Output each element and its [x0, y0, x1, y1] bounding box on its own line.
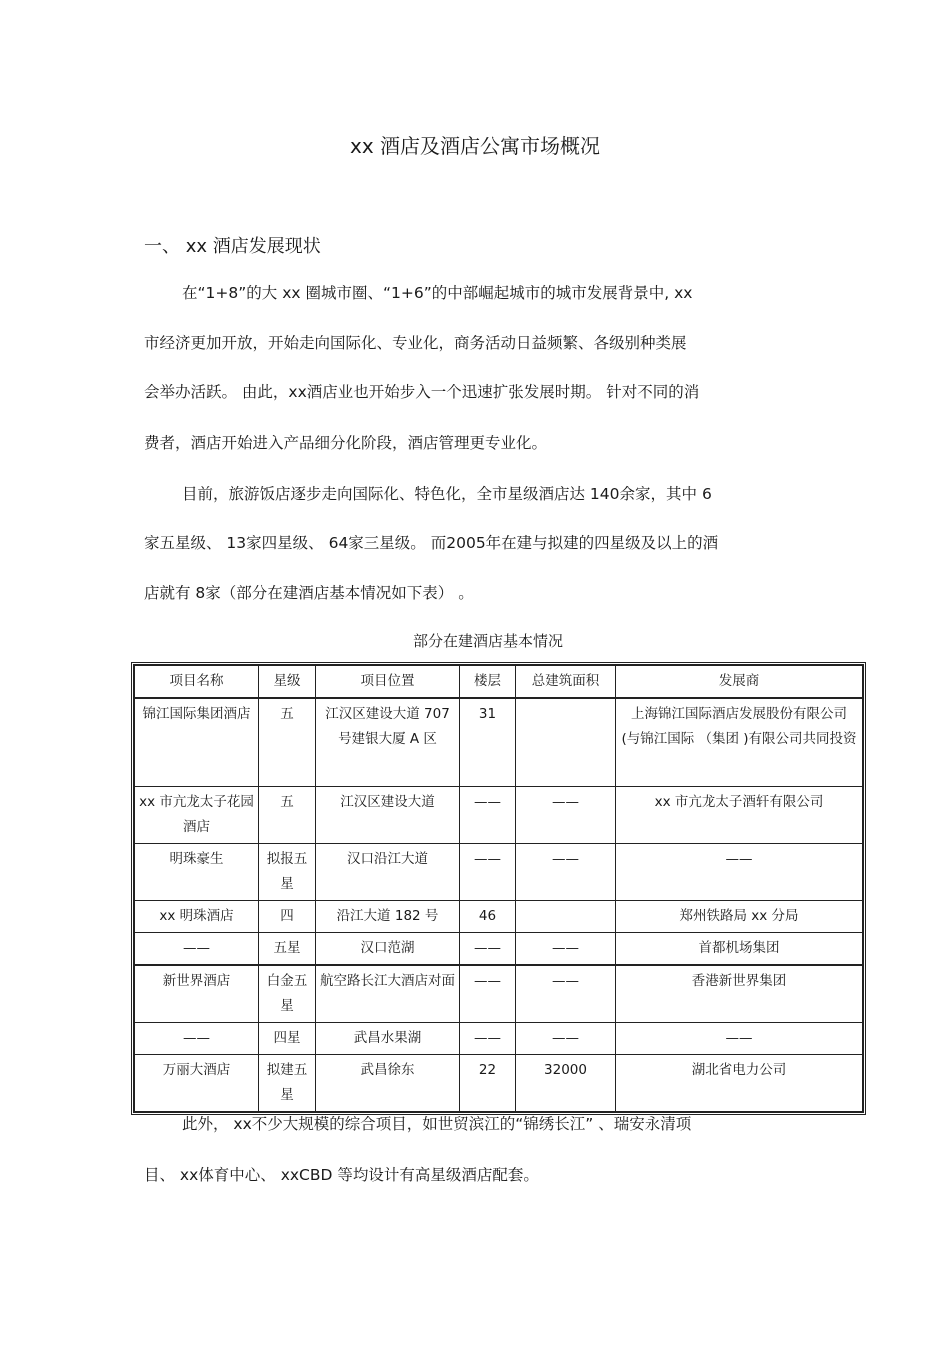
paragraph-2-line-2: 家五星级、 13家四星级、 64家三星级。 而2005年在建与拟建的四星级及以上的酒: [144, 534, 719, 552]
paragraph-1-line-3: 会举办活跃。 由此，xx酒店业也开始步入一个迅速扩张发展时期。 针对不同的消: [144, 383, 700, 401]
cell-star: 五: [259, 786, 316, 843]
cell-star: 四星: [259, 1022, 316, 1054]
page-title: xx 酒店及酒店公寓市场概况: [349, 134, 601, 158]
cell-floors: ——: [460, 786, 516, 843]
table-row: [135, 786, 863, 843]
section-heading: 一、 xx 酒店发展现状: [144, 236, 321, 257]
cell-floors: 22: [460, 1054, 516, 1111]
paragraph-1-line-1: 在“1+8”的大 xx 圈城市圈、“1+6”的中部崛起城市的城市发展背景中, xx: [182, 284, 693, 302]
cell-star: 拟报五星: [259, 843, 316, 900]
cell-developer: 香港新世界集团: [616, 965, 863, 1023]
cell-star: 五: [259, 698, 316, 786]
cell-floors: ——: [460, 932, 516, 965]
cell-area: ——: [516, 843, 616, 900]
table-row: [135, 965, 863, 1023]
cell-floors: 46: [460, 900, 516, 932]
header-developer: 发展商: [616, 666, 863, 699]
table-row: [135, 1022, 863, 1054]
cell-floors: ——: [460, 1022, 516, 1054]
paragraph-2-line-3: 店就有 8家（部分在建酒店基本情况如下表） 。: [144, 584, 474, 602]
cell-developer: xx 市亢龙太子酒轩有限公司: [616, 786, 863, 843]
paragraph-1-line-2: 市经济更加开放，开始走向国际化、专业化，商务活动日益频繁、各级别种类展: [144, 334, 687, 352]
cell-developer: 郑州铁路局 xx 分局: [616, 900, 863, 932]
table-header-row: [135, 666, 863, 699]
cell-name: 新世界酒店: [135, 965, 259, 1023]
table-caption: 部分在建酒店基本情况: [412, 632, 563, 650]
cell-location: 武昌水果湖: [316, 1022, 460, 1054]
paragraph-3-line-2: 目、 xx体育中心、 xxCBD 等均设计有高星级酒店配套。: [144, 1166, 539, 1184]
table-row: [135, 932, 863, 965]
cell-star: 拟建五星: [259, 1054, 316, 1111]
header-area: 总建筑面积: [516, 666, 616, 699]
header-name: 项目名称: [135, 666, 259, 699]
table-row: [135, 900, 863, 932]
cell-name: 万丽大酒店: [135, 1054, 259, 1111]
cell-name: 锦江国际集团酒店: [135, 698, 259, 786]
cell-location: 汉口沿江大道: [316, 843, 460, 900]
cell-floors: ——: [460, 843, 516, 900]
paragraph-3-line-1: 此外， xx不少大规模的综合项目，如世贸滨江的“锦绣长江” 、瑞安永清项: [182, 1115, 692, 1133]
cell-location: 航空路长江大酒店对面: [316, 965, 460, 1023]
cell-area: ——: [516, 932, 616, 965]
cell-developer: ——: [616, 843, 863, 900]
cell-area: [516, 698, 616, 786]
cell-area: ——: [516, 786, 616, 843]
cell-location: 沿江大道 182 号: [316, 900, 460, 932]
cell-star: 五星: [259, 932, 316, 965]
cell-name: xx 明珠酒店: [135, 900, 259, 932]
cell-name: xx 市亢龙太子花园酒店: [135, 786, 259, 843]
cell-area: [516, 900, 616, 932]
header-star: 星级: [259, 666, 316, 699]
cell-name: ——: [135, 1022, 259, 1054]
paragraph-1-line-4: 费者，酒店开始进入产品细分化阶段，酒店管理更专业化。: [144, 434, 548, 452]
cell-location: 江汉区建设大道: [316, 786, 460, 843]
cell-name: ——: [135, 932, 259, 965]
cell-location: 江汉区建设大道 707 号建银大厦 A 区: [316, 698, 460, 786]
table-row: [135, 843, 863, 900]
cell-star: 白金五星: [259, 965, 316, 1023]
cell-floors: 31: [460, 698, 516, 786]
hotel-table: [134, 665, 863, 1112]
cell-developer: 首都机场集团: [616, 932, 863, 965]
cell-area: ——: [516, 1022, 616, 1054]
paragraph-2-line-1: 目前，旅游饭店逐步走向国际化、特色化，全市星级酒店达 140余家，其中 6: [182, 485, 712, 503]
cell-location: 武昌徐东: [316, 1054, 460, 1111]
table-row: [135, 698, 863, 786]
cell-location: 汉口范湖: [316, 932, 460, 965]
table-row: [135, 1054, 863, 1111]
cell-area: 32000: [516, 1054, 616, 1111]
header-floors: 楼层: [460, 666, 516, 699]
cell-floors: ——: [460, 965, 516, 1023]
header-location: 项目位置: [316, 666, 460, 699]
cell-star: 四: [259, 900, 316, 932]
cell-developer: ——: [616, 1022, 863, 1054]
cell-area: ——: [516, 965, 616, 1023]
cell-developer: 湖北省电力公司: [616, 1054, 863, 1111]
cell-developer: 上海锦江国际酒店发展股份有限公司 (与锦江国际 （集团 )有限公司共同投资: [616, 698, 863, 786]
cell-name: 明珠豪生: [135, 843, 259, 900]
